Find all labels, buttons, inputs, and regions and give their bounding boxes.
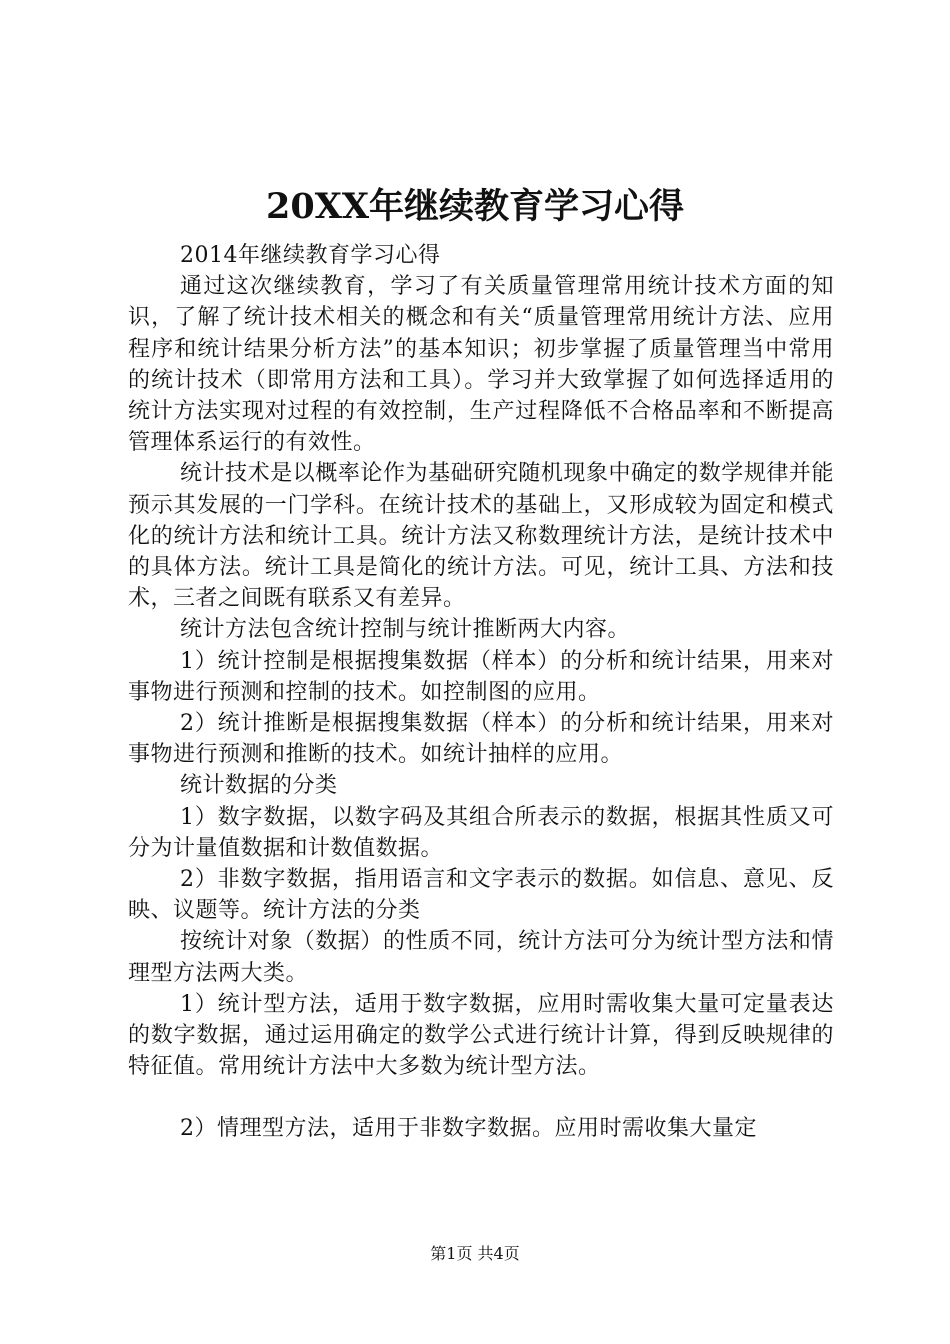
paragraph-list-item: 1）统计型方法，适用于数字数据，应用时需收集大量可定量表达的数字数据，通过运用确定的数学公式进行统计计算，得到反映规律的特征值。常用统计方法中大多数为统计型方法。 (128, 991, 834, 1080)
paragraph-heading: 统计数据的分类 (180, 773, 338, 799)
paragraph-list-item: 2）情理型方法，适用于非数字数据。应用时需收集大量定 (180, 1116, 757, 1142)
paragraph-subtitle: 2014年继续教育学习心得 (180, 243, 441, 268)
paragraph: 统计方法包含统计控制与统计推断两大内容。 (180, 617, 631, 643)
paragraph-list-item: 1）数字数据，以数字码及其组合所表示的数据，根据其性质又可分为计量值数据和计数值数据。 (128, 804, 834, 861)
paragraph: 统计技术是以概率论作为基础研究随机现象中确定的数学规律并能预示其发展的一门学科。在统计技术的基础上，又形成较为固定和模式化的统计方法和统计工具。统计方法又称数理统计方法，是统计技术中的具体方法。统计工具是简化的统计方法。可见，统计工具、方法和技术，三者之间既有联系又有差异。 (128, 461, 834, 612)
document-title: 20XX年继续教育学习心得 (265, 186, 685, 227)
paragraph-list-item: 2）非数字数据，指用语言和文字表示的数据。如信息、意见、反映、议题等。统计方法的分类 (128, 867, 834, 924)
paragraph: 按统计对象（数据）的性质不同，统计方法可分为统计型方法和情理型方法两大类。 (128, 929, 834, 986)
page-number-footer: 第1页 共4页 (430, 1244, 520, 1263)
paragraph-list-item: 2）统计推断是根据搜集数据（样本）的分析和统计结果，用来对事物进行预测和推断的技术。如统计抽样的应用。 (128, 711, 834, 768)
paragraph-list-item: 1）统计控制是根据搜集数据（样本）的分析和统计结果，用来对事物进行预测和控制的技术。如控制图的应用。 (128, 648, 834, 705)
paragraph: 通过这次继续教育，学习了有关质量管理常用统计技术方面的知识，了解了统计技术相关的概念和有关“质量管理常用统计方法、应用程序和统计结果分析方法”的基本知识；初步掌握了质量管理当中常用的统计技术（即常用方法和工具）。学习并大致掌握了如何选择适用的统计方法实现对过程的有效控制，生产过程降低不合格品率和不断提高管理体系运行的有效性。 (128, 274, 834, 456)
document-body (128, 240, 834, 1145)
